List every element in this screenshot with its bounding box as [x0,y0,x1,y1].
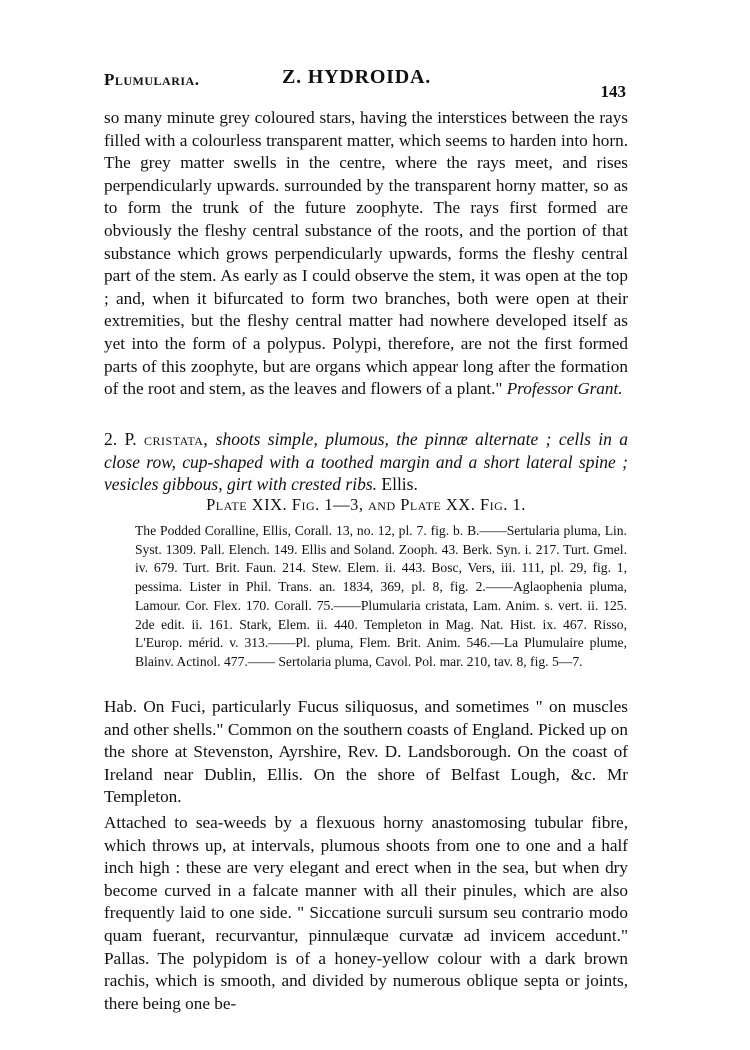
paragraph-1-text: so many minute grey coloured stars, having the interstices between the rays filled with a colourless transparent matter, which seems to harden into horn. The grey matter swells in the centre, where the rays meet, and rises perpendicularly upwards. surrounded by the transparent horny matter, so as to form the trunk of the future zoophyte. The rays first formed are obviously the fleshy central substance of the roots, and the portion of that substance which grows perpendicularly upwards, forms the fleshy central part of the stem. As early as I could observe the stem, it was open at the top ; and, when it bifurcated to form two branches, both were open at their extremities, but the fleshy central matter had nowhere developed itself as yet into the form of a polypus. Polypi, therefore, are not the first formed parts of this zoophyte, but are organs which appear long after the formation of the root and stem, as the leaves and flowers of a plant." [104,108,628,399]
species-name: cristata, [144,429,209,449]
species-entry [104,428,628,496]
page-number: 143 [600,82,626,101]
section-title: Z. HYDROIDA. [282,66,432,88]
synonymy: The Podded Coralline, Ellis, Corall. 13, no. 12, pl. 7. fig. b. B.——Sertularia pluma, Lin. Syst. 1309. Pall. Elench. 149. Ellis and Soland. Zooph. 43. Berk. Syn. i. 217. Turt. Gmel. iv. 679. Turt. Brit. Faun. 214. Stew. Elem. ii. 443. Bosc, Vers, iii. 111, pl. 29, fig. 1, pessima. Lister in Phil. Trans. an. 1834, 369, pl. 8, fig. 2.——Aglaophenia pluma, Lamour. Cor. Flex. 170. Corall. 75.——Plumularia cristata, Lam. Anim. s. vert. ii. 125. 2de edit. ii. 161. Stark, Elem. ii. 440. Templeton in Mag. Nat. Hist. ix. 467. Risso, L'Europ. mérid. v. 313.——Pl. pluma, Flem. Brit. Anim. 546.—La Plumulaire plume, Blainv. Actinol. 477.—— Sertolaria pluma, Cavol. Pol. mar. 210, tav. 8, fig. 5—7. [135,523,627,669]
description-paragraph: Attached to sea-weeds by a flexuous horny anastomosing tubular fibre, which throws up, at intervals, plumous shoots from one to one and a half inch high : these are very elegant and erect when in the sea, but when dry become curved in a falcate manner with all their pinules, which are also frequently laid to one side. " Siccatione surculi sursum seu contrario modo quam fuerant, recurvantur, pinnulæque curvatæ ad invicem accedunt." Pallas. The polypidom is of a honey-yellow colour with a dark brown rachis, which is smooth, and divided by numerous oblique septa or joints, there being one be- [104,813,628,1013]
species-number: 2. P. [104,429,137,449]
running-title: Plumularia. [104,70,200,89]
species-authority: Ellis. [381,474,418,495]
plate-reference-text: Plate XIX. Fig. 1—3, and Plate XX. Fig. 1. [206,495,526,514]
plate-reference [104,495,628,515]
species-description: shoots simple, plumous, the pinnæ alternate ; cells in a close row, cup-shaped with a toothed margin and a short lateral spine ; vesicles gibbous, girt with crested ribs. [104,429,628,495]
page-header [104,62,626,102]
attribution: Professor Grant. [506,379,623,399]
paragraph-1 [104,107,628,401]
habitat-paragraph: Hab. On Fuci, particularly Fucus siliquosus, and sometimes " on muscles and other shells." Common on the southern coasts of England. Picked up on the shore at Stevenston, Ayrshire, Rev. D. Landsborough. On the coast of Ireland near Dublin, Ellis. On the shore of Belfast Lough, &c. Mr Templeton. [104,697,628,807]
